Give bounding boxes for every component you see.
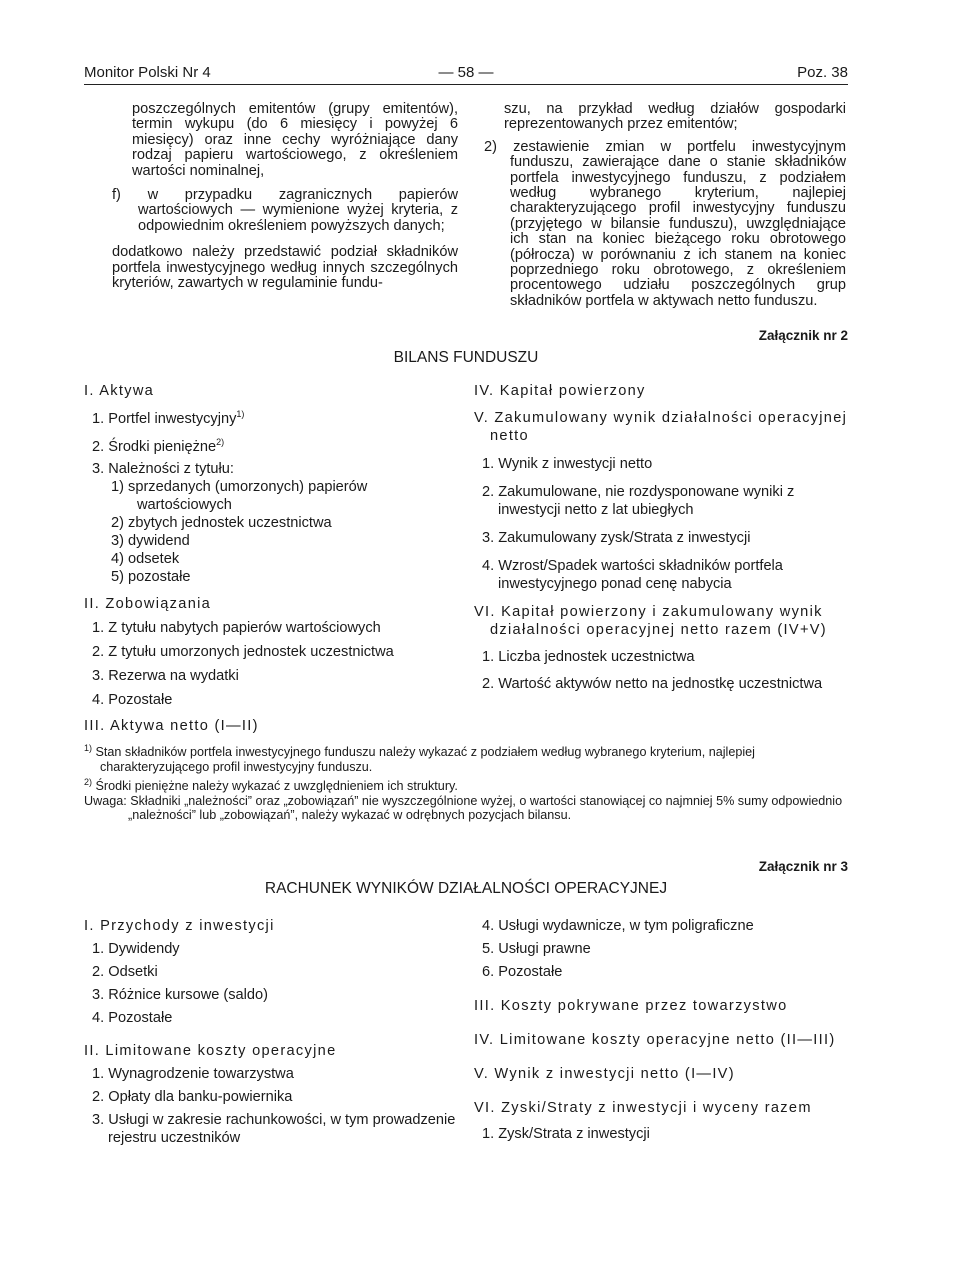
list-item: 2. Opłaty dla banku-powiernika	[92, 1089, 293, 1105]
list-item: 3. Należności z tytułu:	[92, 460, 234, 477]
intro-paragraph: 2) zestawienie zmian w portfelu inwestycyjnym funduszu, zawierające dane o stanie składników portfela inwestycyjnego funduszu, z podziałem według wybranego kryterium, najlepiej charakteryzującego profil inwestycyjny funduszu (przyjętego w bilansie funduszu), uwzględniające ich stan na koniec bieżącego roku obrotowego (półrocza) w porównaniu z ich stanem na koniec poprzedniego roku obrotowego, z określeniem procentowego udziału poszczególnych grup składników portfela w aktywach netto funduszu.	[484, 138, 846, 309]
section-title: BILANS FUNDUSZU	[393, 349, 539, 366]
list-item: 1. Dywidendy	[92, 941, 180, 957]
sub-list-item: 4) odsetek	[111, 550, 180, 567]
list-item: 2. Zakumulowane, nie rozdysponowane wyniki z inwestycji netto z lat ubiegłych	[482, 484, 795, 518]
heading-income: I. Przychody z inwestycji	[84, 918, 275, 934]
heading-limited-costs: II. Limitowane koszty operacyjne	[84, 1043, 337, 1059]
heading-covered-costs: III. Koszty pokrywane przez towarzystwo	[474, 998, 788, 1014]
section-title: RACHUNEK WYNIKÓW DZIAŁALNOŚCI OPERACYJNEJ	[264, 880, 668, 897]
list-item: 2. Wartość aktywów netto na jednostkę uczestnictwa	[482, 676, 823, 692]
list-item: 1. Z tytułu nabytych papierów wartościowych	[92, 619, 381, 636]
heading-total-gains: VI. Zyski/Straty z inwestycji i wyceny razem	[474, 1100, 812, 1116]
note: Uwaga: Składniki „należności” oraz „zobowiązań” nie wyszczególnione wyżej, o wartości stanowiącej co najmniej 5% sumy odpowiednio „należności” lub „zobowiązań”, należy wykazać w odrębnych pozycjach bilansu.	[84, 793, 843, 823]
intro-paragraph: f) w przypadku zagranicznych papierów wartościowych — wymienione wyżej kryteria, z odpowiednim określeniem powyższych danych;	[112, 187, 458, 234]
heading-total-capital: VI. Kapitał powierzony i zakumulowany wynik działalności operacyjnej netto razem (IV+V)	[474, 604, 827, 638]
publication-title: Monitor Polski Nr 4	[84, 64, 211, 81]
list-item: 4. Pozostałe	[92, 1010, 173, 1026]
heading-net-assets: III. Aktywa netto (I—II)	[84, 717, 259, 734]
footnote-mark: 2)	[216, 436, 225, 447]
footnote-mark: 1)	[84, 743, 93, 753]
footnote: $^{1)}$ Stan składników portfela inwestycyjnego funduszu należy wykazać z podziałem według wybranego kryterium, najlepiej charakteryzującego profil inwestycyjny funduszu.	[84, 743, 755, 774]
list-item: 4. Usługi wydawnicze, w tym poligraficzne	[482, 918, 754, 934]
footnote: $^{2)}$ Środki pieniężne należy wykazać z uwzględnieniem ich struktury.	[84, 777, 458, 794]
heading-net-limited-costs: IV. Limitowane koszty operacyjne netto (II—III)	[474, 1032, 836, 1048]
list-item: 6. Pozostałe	[482, 964, 563, 980]
results-left-column	[84, 917, 462, 1147]
list-item: 3. Usługi w zakresie rachunkowości, w tym prowadzenie rejestru uczestników	[92, 1112, 456, 1146]
sub-list-item: 5) pozostałe	[111, 568, 191, 585]
heading-accumulated-result: V. Zakumulowany wynik działalności operacyjnej netto	[474, 410, 848, 444]
header-rule	[84, 84, 848, 85]
list-item: 1. Wynagrodzenie towarzystwa	[92, 1066, 294, 1082]
list-item: 1. Portfel inwestycyjny$^{1)}$	[92, 409, 245, 427]
list-item: 3. Rezerwa na wydatki	[92, 667, 239, 684]
heading-net-investment-result: V. Wynik z inwestycji netto (I—IV)	[474, 1066, 735, 1082]
list-item: 2. Środki pieniężne$^{2)}$	[92, 436, 225, 455]
results-right-column	[474, 917, 848, 1143]
list-item: 2. Z tytułu umorzonych jednostek uczestnictwa	[92, 643, 394, 660]
balance-right-column	[474, 382, 848, 693]
footnote-mark: 2)	[84, 777, 93, 788]
heading-capital: IV. Kapitał powierzony	[474, 383, 646, 399]
position-number: Poz. 38	[797, 64, 848, 81]
heading-assets: I. Aktywa	[84, 383, 155, 399]
sub-list-item: 2) zbytych jednostek uczestnictwa	[111, 514, 332, 531]
annex-label: Załącznik nr 3	[758, 859, 848, 874]
intro-paragraph: szu, na przykład według działów gospodarki reprezentowanych przez emitentów;	[504, 101, 846, 133]
intro-column-right	[484, 102, 846, 309]
sub-list-item: 3) dywidend	[111, 532, 190, 549]
footnote-mark: 1)	[236, 409, 245, 419]
list-item: 1. Wynik z inwestycji netto	[482, 456, 653, 472]
intro-column-left	[112, 102, 458, 291]
list-item: 1. Zysk/Strata z inwestycji	[482, 1126, 650, 1142]
annex-label: Załącznik nr 2	[758, 328, 848, 343]
balance-left-column	[84, 382, 460, 735]
heading-liabilities: II. Zobowiązania	[84, 595, 212, 612]
intro-paragraph: poszczególnych emitentów (grupy emitentów), termin wykupu (do 6 miesięcy i powyżej 6 miesięcy) oraz inne cechy wyróżniające dany rodzaj papieru wartościowego, z określeniem wartości nominalnej,	[132, 101, 458, 179]
footnotes	[84, 741, 848, 823]
list-item: 5. Usługi prawne	[482, 941, 591, 957]
list-item: 4. Pozostałe	[92, 691, 173, 708]
list-item: 4. Wzrost/Spadek wartości składników portfela inwestycyjnego ponad cenę nabycia	[482, 558, 783, 592]
list-item: 1. Liczba jednostek uczestnictwa	[482, 649, 695, 665]
list-item: 3. Zakumulowany zysk/Strata z inwestycji	[482, 530, 751, 546]
list-item: 2. Odsetki	[92, 964, 158, 980]
page-number: — 58 —	[438, 64, 494, 81]
sub-list-item: 1) sprzedanych (umorzonych) papierów wartościowych	[111, 478, 368, 513]
list-item: 3. Różnice kursowe (saldo)	[92, 987, 269, 1003]
intro-paragraph: dodatkowo należy przedstawić podział składników portfela inwestycyjnego według innych szczególnych kryteriów, zawartych w regulaminie fundu-	[112, 244, 458, 292]
